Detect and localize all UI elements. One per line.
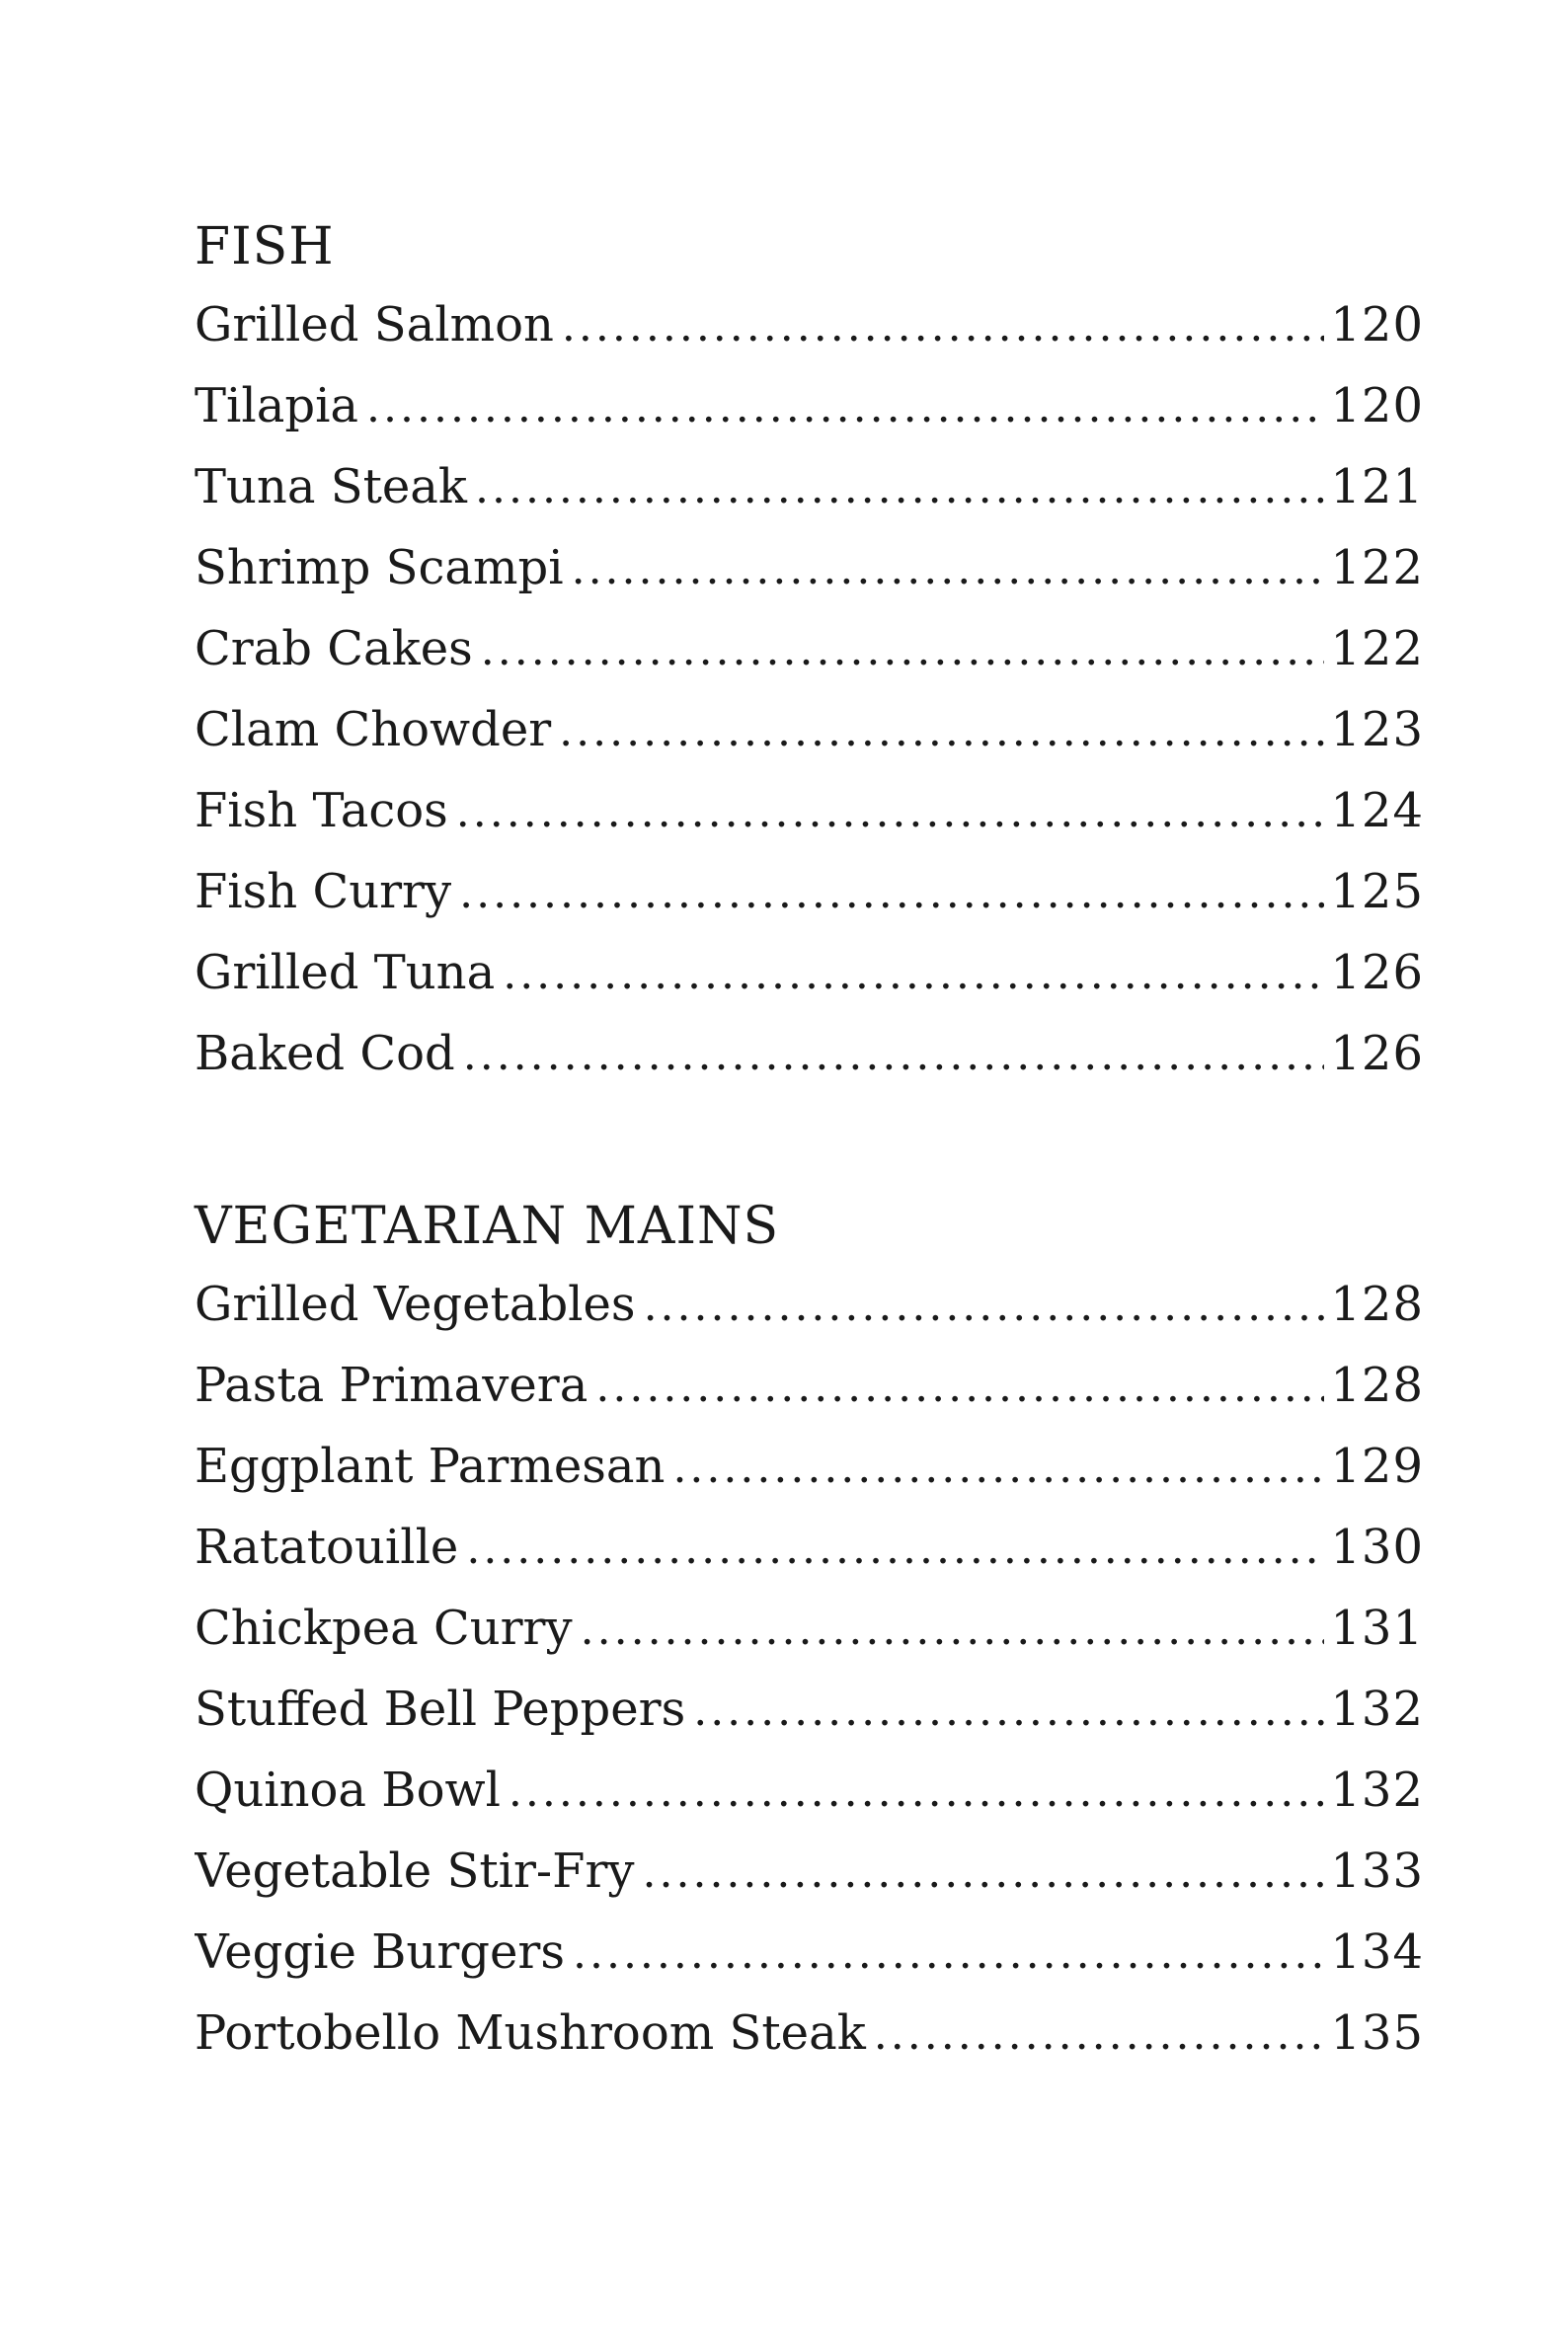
entry-title: Stuffed Bell Peppers	[195, 1682, 686, 1737]
dot-leader	[562, 286, 1324, 365]
entry-page-number: 130	[1330, 1520, 1424, 1575]
dot-leader	[644, 1266, 1325, 1345]
entry-title: Ratatouille	[195, 1520, 459, 1575]
entry-page-number: 129	[1330, 1439, 1424, 1494]
entry-page-number: 121	[1330, 459, 1424, 514]
entry-page-number: 125	[1330, 864, 1424, 919]
entry-title: Eggplant Parmesan	[195, 1439, 666, 1494]
toc-entry	[195, 1669, 1424, 1750]
dot-leader	[573, 1914, 1324, 1993]
dot-leader	[503, 934, 1324, 1013]
dot-leader	[466, 1509, 1324, 1588]
entry-title: Pasta Primavera	[195, 1358, 588, 1413]
dot-leader	[481, 610, 1325, 689]
entry-title: Vegetable Stir-Fry	[195, 1843, 635, 1899]
toc-entry	[195, 1507, 1424, 1588]
toc-entry	[195, 446, 1424, 527]
entry-page-number: 132	[1330, 1682, 1424, 1737]
entry-page-number: 131	[1330, 1601, 1424, 1656]
dot-leader	[874, 1995, 1325, 2074]
toc-entry	[195, 770, 1424, 851]
entry-page-number: 126	[1330, 1026, 1424, 1081]
entry-title: Crab Cakes	[195, 621, 473, 676]
dot-leader	[463, 1015, 1325, 1094]
section-heading: VEGETARIAN MAINS	[195, 1197, 780, 1256]
dot-leader	[595, 1347, 1324, 1426]
toc-list	[195, 284, 1424, 1094]
entry-title: Shrimp Scampi	[195, 540, 564, 595]
toc-entry	[195, 1345, 1424, 1426]
toc-entry	[195, 1831, 1424, 1912]
entry-title: Quinoa Bowl	[195, 1763, 501, 1818]
entry-page-number: 133	[1330, 1843, 1424, 1899]
entry-page-number: 120	[1330, 297, 1424, 353]
dot-leader	[459, 853, 1324, 932]
entry-title: Tuna Steak	[195, 459, 467, 514]
entry-page-number: 126	[1330, 945, 1424, 1000]
toc-entry	[195, 1750, 1424, 1831]
toc-entry	[195, 527, 1424, 608]
toc-entry	[195, 1426, 1424, 1507]
dot-leader	[456, 772, 1325, 851]
dot-leader	[643, 1833, 1325, 1912]
dot-leader	[509, 1752, 1324, 1831]
toc-entry	[195, 608, 1424, 689]
toc-entry	[195, 689, 1424, 770]
toc-entry	[195, 1013, 1424, 1094]
entry-title: Fish Curry	[195, 864, 452, 919]
dot-leader	[672, 1428, 1324, 1507]
dot-leader	[475, 448, 1324, 527]
toc-entry	[195, 851, 1424, 932]
entry-title: Clam Chowder	[195, 702, 552, 757]
entry-page-number: 122	[1330, 540, 1424, 595]
entry-page-number: 134	[1330, 1924, 1424, 1980]
toc-entry	[195, 932, 1424, 1013]
toc-entry	[195, 284, 1424, 365]
entry-title: Grilled Tuna	[195, 945, 496, 1000]
dot-leader	[693, 1671, 1324, 1750]
entry-page-number: 128	[1330, 1358, 1424, 1413]
entry-page-number: 123	[1330, 702, 1424, 757]
entry-title: Grilled Vegetables	[195, 1277, 636, 1332]
section-fish	[195, 209, 1424, 1094]
toc-entry	[195, 1264, 1424, 1345]
toc-entry	[195, 1912, 1424, 1993]
entry-page-number: 120	[1330, 378, 1424, 433]
entry-title: Tilapia	[195, 378, 359, 433]
dot-leader	[572, 529, 1325, 608]
dot-leader	[366, 367, 1324, 446]
dot-leader	[559, 691, 1324, 770]
entry-page-number: 135	[1330, 2005, 1424, 2061]
entry-title: Grilled Salmon	[195, 297, 554, 353]
entry-title: Fish Tacos	[195, 783, 448, 838]
entry-title: Portobello Mushroom Steak	[195, 2005, 866, 2061]
entry-title: Veggie Burgers	[195, 1924, 565, 1980]
toc-entry	[195, 1993, 1424, 2074]
entry-title: Baked Cod	[195, 1026, 455, 1081]
section-heading: FISH	[195, 217, 335, 276]
toc-entry	[195, 1588, 1424, 1669]
entry-title: Chickpea Curry	[195, 1601, 573, 1656]
toc-entry	[195, 365, 1424, 446]
entry-page-number: 128	[1330, 1277, 1424, 1332]
toc-list	[195, 1264, 1424, 2074]
entry-page-number: 124	[1330, 783, 1424, 838]
entry-page-number: 132	[1330, 1763, 1424, 1818]
dot-leader	[581, 1590, 1325, 1669]
section-vegetarian-mains	[195, 1189, 1424, 2074]
entry-page-number: 122	[1330, 621, 1424, 676]
